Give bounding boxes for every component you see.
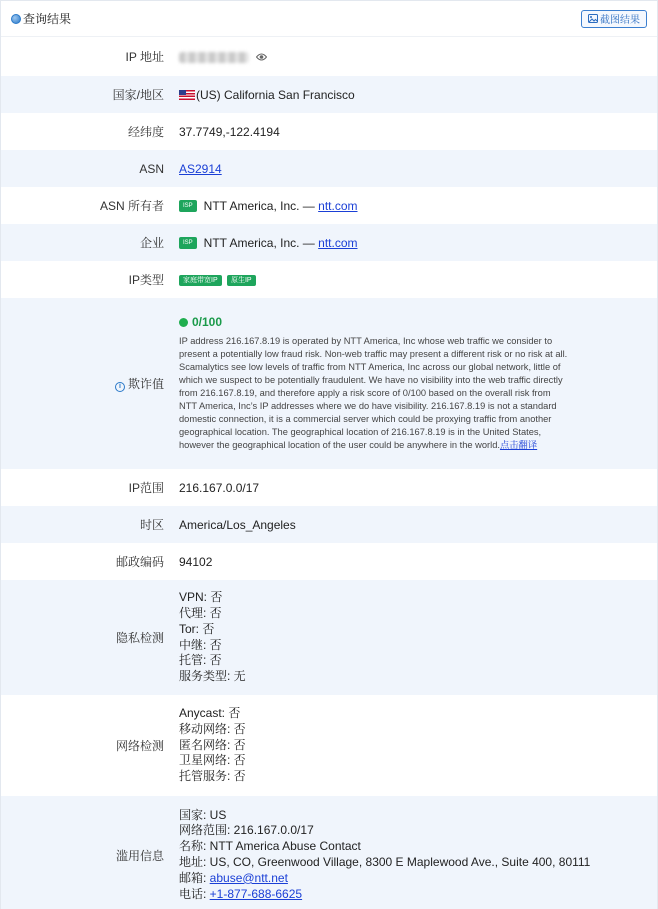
network-line: 移动网络: 否: [179, 721, 246, 736]
fraud-label-text: 欺诈值: [127, 377, 164, 391]
label-fraud-score: [1, 375, 171, 392]
abuse-phone-link[interactable]: +1-877-688-6625: [209, 886, 303, 901]
label-coordinates: 经纬度: [127, 125, 164, 139]
translate-link[interactable]: 点击翻译: [499, 440, 538, 450]
label-ip-type: IP类型: [128, 273, 164, 287]
row-region: [1, 76, 657, 113]
privacy-line: 托管: 否: [179, 653, 222, 668]
row-ip-type: [1, 261, 657, 298]
residential-ip-tag: 家庭带宽IP: [179, 275, 222, 286]
value-coordinates: 37.7749,-122.4194: [179, 124, 280, 139]
image-icon: [588, 14, 598, 23]
row-asn: [1, 150, 657, 187]
label-timezone: 时区: [139, 518, 164, 532]
screenshot-button-label: 截图结果: [600, 15, 640, 26]
value-ip-type: [171, 273, 657, 287]
abuse-country: 国家: US: [179, 807, 227, 822]
row-coordinates: [1, 113, 657, 150]
asn-link[interactable]: AS2914: [179, 161, 222, 176]
us-flag-icon: [179, 90, 195, 100]
row-network-detection: [1, 695, 657, 796]
value-asn: [171, 162, 657, 176]
panel-title-text: 查询结果: [23, 12, 72, 26]
abuse-range: 网络范围: 216.167.0.0/17: [179, 823, 314, 838]
value-timezone: America/Los_Angeles: [179, 517, 296, 532]
fraud-score-text: 0/100: [192, 315, 223, 329]
label-region: 国家/地区: [112, 88, 164, 102]
network-line: 匿名网络: 否: [179, 737, 246, 752]
row-ip-address: [1, 37, 657, 76]
row-company: [1, 224, 657, 261]
panel-header: [1, 1, 657, 37]
abuse-address: 地址: US, CO, Greenwood Village, 8300 E Maplewood Ave., Suite 400, 80111: [179, 855, 591, 869]
value-fraud-score: [171, 315, 657, 452]
label-ip-range: IP范围: [128, 481, 164, 495]
value-company: [171, 236, 657, 250]
value-ip-address: [171, 50, 657, 64]
privacy-line: 服务类型: 无: [179, 669, 246, 684]
value-privacy-detection: [171, 590, 657, 685]
abuse-name: 名称: NTT America Abuse Contact: [179, 839, 361, 854]
asn-owner-link[interactable]: ntt.com: [318, 198, 358, 213]
screenshot-button[interactable]: [581, 10, 647, 28]
network-line: Anycast: 否: [179, 706, 241, 720]
status-dot-icon: [179, 318, 188, 327]
native-ip-tag: 原生IP: [227, 275, 256, 286]
row-timezone: [1, 506, 657, 543]
row-abuse-info: [1, 796, 657, 909]
value-postal-code: 94102: [179, 554, 213, 569]
asn-owner-name: NTT America, Inc. —: [203, 198, 315, 213]
abuse-phone-label: 电话:: [179, 886, 210, 901]
eye-icon[interactable]: [256, 53, 267, 61]
network-line: 卫星网络: 否: [179, 753, 246, 768]
label-asn-owner: ASN 所有者: [99, 199, 164, 213]
info-icon[interactable]: i: [115, 382, 125, 392]
abuse-email-line: [179, 871, 657, 887]
abuse-phone-line: [179, 887, 657, 903]
value-ip-range: 216.167.0.0/17: [179, 480, 260, 495]
fraud-score: [179, 315, 657, 329]
globe-icon: [11, 14, 21, 24]
isp-tag: ISP: [179, 237, 197, 249]
value-region: [171, 88, 657, 102]
value-asn-owner: [171, 199, 657, 213]
privacy-line: 中继: 否: [179, 637, 222, 652]
fraud-description: [179, 335, 571, 452]
company-link[interactable]: ntt.com: [318, 235, 358, 250]
label-ip-address: IP 地址: [125, 50, 164, 64]
masked-ip-value: [179, 52, 249, 63]
value-network-detection: [171, 706, 657, 785]
panel-title: [11, 10, 71, 27]
label-company: 企业: [139, 236, 164, 250]
label-asn: ASN: [139, 161, 164, 176]
company-name: NTT America, Inc. —: [203, 235, 315, 250]
row-postal-code: [1, 543, 657, 580]
row-ip-range: [1, 469, 657, 506]
value-abuse-info: [171, 808, 657, 903]
privacy-line: 代理: 否: [179, 605, 222, 620]
region-text: (US) California San Francisco: [196, 87, 355, 102]
row-asn-owner: [1, 187, 657, 224]
label-network-detection: 网络检测: [115, 739, 164, 753]
label-privacy-detection: 隐私检测: [115, 631, 164, 645]
label-postal-code: 邮政编码: [115, 555, 164, 569]
isp-tag: ISP: [179, 200, 197, 212]
label-abuse-info: 滥用信息: [115, 848, 164, 863]
privacy-line: Tor: 否: [179, 621, 215, 636]
fraud-description-text: IP address 216.167.8.19 is operated by NTT America, Inc whose web traffic we consider to present a potentially low fraud risk. Non-web traffic may present a different risk or no risk at all. Scamalytics see low levels of traffic from NTT America, Inc across our global network, little of which we suspect to be potentially fraudulent. We have no visibility into the web traffic directly from 216.167.8.19, and therefore apply a risk score of 0/100 based on the overall risk from NTT America, Inc’s IP addresses where we do have visibility. 216.167.8.19 is not a standard domestic connection, it is a commercial server which could be proxying traffic from another geographical location. The geographical location of 216.167.8.19 is in the United States, however the geographical location of the user could be anywhere in the world.: [179, 336, 568, 450]
network-line: 托管服务: 否: [179, 769, 246, 784]
abuse-email-label: 邮箱:: [179, 870, 210, 885]
abuse-email-link[interactable]: abuse@ntt.net: [209, 870, 288, 885]
row-privacy-detection: [1, 580, 657, 695]
privacy-line: VPN: 否: [179, 590, 223, 605]
row-fraud-score: [1, 298, 657, 469]
